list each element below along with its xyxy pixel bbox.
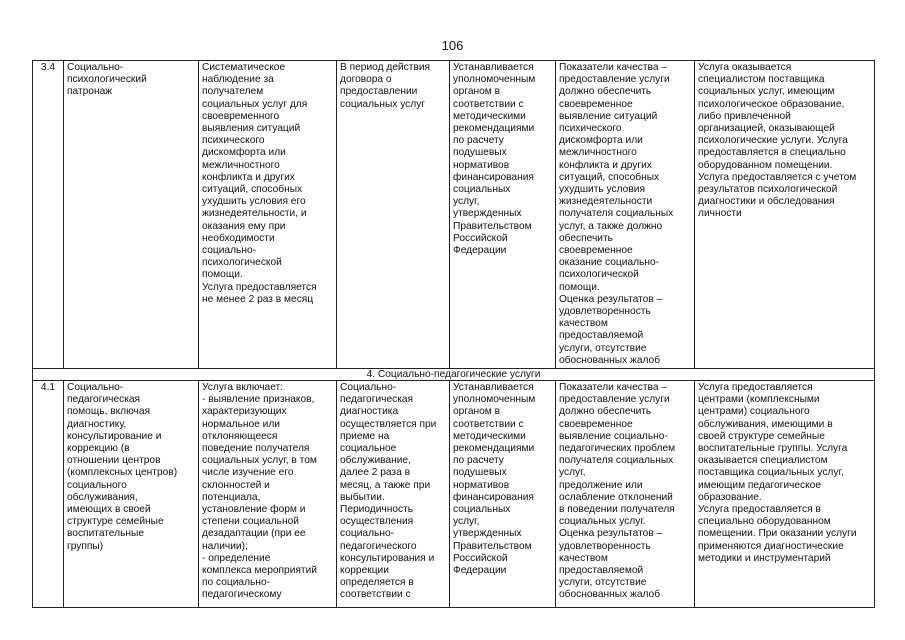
service-conditions: Услуга предоставляется центрами (комплексными центрами) социального обслуживания, имеющими в своей структуре семейные воспитательные группы. Услуга оказывается специалистом поставщика социальных услуг, имеющим педагогическое образование. Услуга предоставляется в специально оборудованном помещении. При оказании услуги применяются диагностические методики и инструментарий xyxy=(695,381,875,608)
service-standard: Устанавливается уполномоченным органом в соответствии с методическими рекомендациями по расчету подушевых нормативов финансирования социальных услуг, утвержденных Правительством Российской Федерации xyxy=(450,381,556,608)
row-number: 3.4 xyxy=(33,61,64,369)
service-conditions: Услуга оказывается специалистом поставщика социальных услуг, имеющим психологическое образование, либо привлеченной организацией, оказывающей психологические услуги. Услуга предоставляется в специально оборудованном помещении. Услуга предоставляется с учетом результатов психологической диагностики и обследования личности xyxy=(695,61,875,369)
table-row xyxy=(33,61,875,369)
service-standard: Устанавливается уполномоченным органом в соответствии с методическими рекомендациями по расчету подушевых нормативов финансирования социальных услуг, утвержденных Правительством Российской Федерации xyxy=(450,61,556,369)
service-name: Социально- педагогическая помощь, включая диагностику, консультирование и коррекцию (в отношении центров (комплексных центров) социального обслуживания, имеющих в своей структуре семейные воспитательные группы) xyxy=(64,381,199,608)
table-row xyxy=(33,381,875,608)
service-quality: Показатели качества – предоставление услуги должно обеспечить своевременное выявление ситуаций психического дискомфорта или межличностного конфликта и других ситуаций, способных ухудшить условия жизнедеятельности получателя социальных услуг, а также должно обеспечить своевременное оказание социально- психологической помощи. Оценка результатов – удовлетворенность качеством предоставляемой услуги, отсутствие обоснованных жалоб xyxy=(556,61,695,369)
section-header-row xyxy=(33,369,875,381)
service-name: Социально- психологический патронаж xyxy=(64,61,199,369)
row-number: 4.1 xyxy=(33,381,64,608)
section-title: 4. Социально-педагогические услуги xyxy=(33,369,875,381)
service-description: Систематическое наблюдение за получателем социальных услуг для своевременного выявления ситуаций психического дискомфорта или межличностного конфликта и других ситуаций, способных ухудшить условия его жизнедеятельности, и оказания ему при необходимости социально- психологической помощи. Услуга предоставляется не менее 2 раз в месяц xyxy=(199,61,337,369)
services-table xyxy=(32,60,875,608)
service-terms: Социально- педагогическая диагностика осуществляется при приеме на социальное обслуживание, далее 2 раза в месяц, а также при выбытии. Периодичность осуществления социально- педагогического консультирования и коррекции определяется в соответствии с xyxy=(337,381,450,608)
service-terms: В период действия договора о предоставлении социальных услуг xyxy=(337,61,450,369)
page-number: 106 xyxy=(441,38,464,53)
service-description: Услуга включает: - выявление признаков, характеризующих нормальное или отклоняющееся поведение получателя социальных услуг, в том числе изучение его склонностей и потенциала, установление форм и степени социальной дезадаптации (при ее наличии); - определение комплекса мероприятий по социально- педагогическому xyxy=(199,381,337,608)
service-quality: Показатели качества – предоставление услуги должно обеспечить своевременное выявление социально- педагогических проблем получателя социальных услуг, предолжение или ослабление отклонений в поведении получателя социальных услуг. Оценка результатов – удовлетворенность качеством предоставляемой услуги, отсутствие обоснованных жалоб xyxy=(556,381,695,608)
